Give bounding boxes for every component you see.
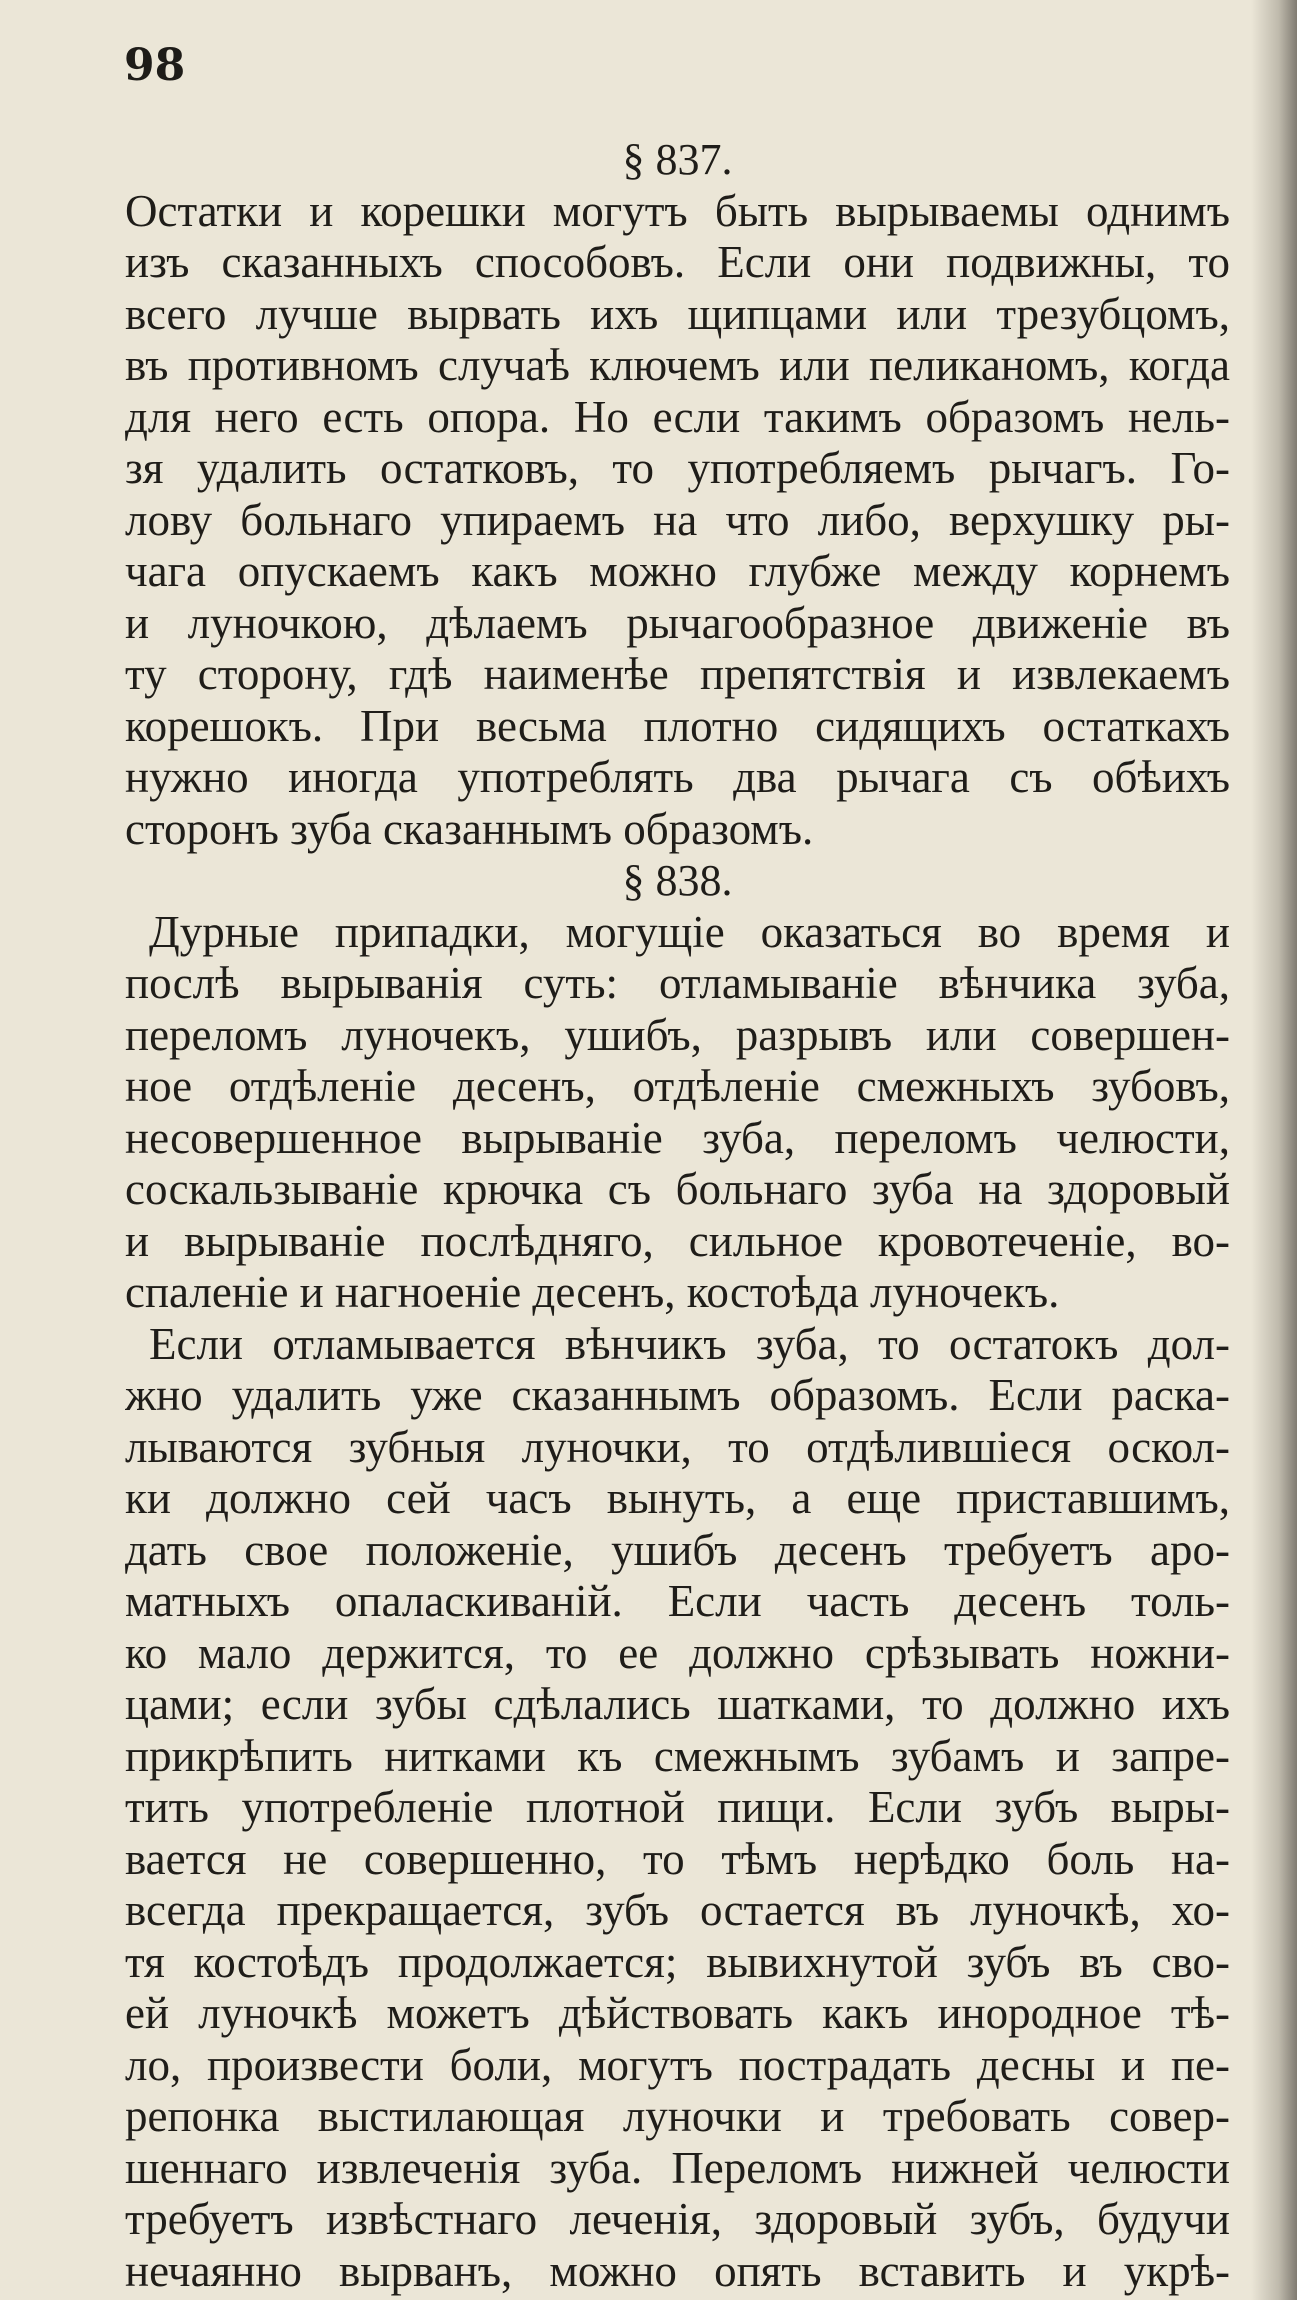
text-line: и луночкою, дѣлаемъ рычагообразное движеніе въ	[125, 597, 1230, 648]
text-line: жно удалить уже сказаннымъ образомъ. Если раска-	[125, 1370, 1230, 1420]
text-line: переломъ луночекъ, ушибъ, разрывъ или совершен-	[125, 1009, 1230, 1060]
section-heading-837: § 837.	[622, 135, 733, 184]
text-line: сторонъ зуба сказаннымъ образомъ.	[125, 803, 814, 854]
section-heading-838: § 838.	[622, 856, 733, 905]
text-line: чага опускаемъ какъ можно глубже между корнемъ	[125, 546, 1230, 596]
text-body	[125, 134, 1230, 2297]
text-line: ко мало держится, то ее должно срѣзывать ножни-	[125, 1627, 1230, 1678]
text-line: ей луночкѣ можетъ дѣйствовать какъ инородное тѣ-	[125, 1988, 1230, 2038]
binding-shadow	[1251, 0, 1297, 2300]
text-line: Дурные припадки, могущіе оказаться во время и	[149, 906, 1230, 957]
text-line: требуетъ извѣстнаго леченія, здоровый зубъ, будучи	[125, 2194, 1230, 2244]
text-line: несовершенное вырываніе зуба, переломъ челюсти,	[125, 1112, 1230, 1163]
text-line: ное отдѣленіе десенъ, отдѣленіе смежныхъ зубовъ,	[125, 1061, 1230, 1111]
text-line: корешокъ. При весьма плотно сидящихъ остаткахъ	[125, 700, 1230, 751]
text-line: прикрѣпить нитками къ смежнымъ зубамъ и запре-	[125, 1730, 1230, 1781]
text-line: зя удалить остатковъ, то употребляемъ рычагъ. Го-	[125, 443, 1230, 493]
text-line: послѣ вырыванія суть: отламываніе вѣнчика зуба,	[125, 958, 1230, 1008]
text-line: цами; если зубы сдѣлались шатками, то должно ихъ	[125, 1679, 1230, 1729]
text-line: для него есть опора. Но если такимъ образомъ нель-	[125, 391, 1230, 442]
text-line: тить употребленіе плотной пищи. Если зубъ выры-	[125, 1782, 1230, 1832]
text-line: всего лучше вырвать ихъ щипцами или трезубцомъ,	[125, 288, 1230, 339]
text-line: шеннаго извлеченія зуба. Переломъ нижней челюсти	[125, 2142, 1230, 2193]
text-line: всегда прекращается, зубъ остается въ луночкѣ, хо-	[125, 1885, 1230, 1935]
text-line: тя костоѣдъ продолжается; вывихнутой зубъ въ сво-	[125, 1936, 1230, 1987]
text-line: ту сторону, гдѣ наименѣе препятствія и извлекаемъ	[125, 649, 1230, 699]
text-line: ки должно сей часъ вынуть, а еще приставшимъ,	[125, 1473, 1230, 1523]
text-line: вается не совершенно, то тѣмъ нерѣдко боль на-	[125, 1833, 1230, 1884]
text-line: соскальзываніе крючка съ больнаго зуба на здоровый	[125, 1164, 1230, 1214]
text-line: лываются зубныя луночки, то отдѣлившіеся оскол-	[125, 1421, 1230, 1472]
text-line: нечаянно вырванъ, можно опять вставить и укрѣ-	[125, 2245, 1230, 2296]
text-line: изъ сказанныхъ способовъ. Если они подвижны, то	[125, 237, 1230, 287]
text-line: репонка выстилающая луночки и требовать совер-	[125, 2091, 1230, 2141]
text-line: спаленіе и нагноеніе десенъ, костоѣда луночекъ.	[125, 1267, 1060, 1317]
text-line: ло, произвести боли, могутъ пострадать десны и пе-	[125, 2039, 1230, 2090]
text-line: Остатки и корешки могутъ быть вырываемы однимъ	[125, 185, 1230, 236]
text-line: въ противномъ случаѣ ключемъ или пеликаномъ, когда	[125, 340, 1230, 390]
text-line: лову больнаго упираемъ на что либо, верхушку ры-	[125, 494, 1230, 545]
text-line: матныхъ опаласкиваній. Если часть десенъ толь-	[125, 1576, 1230, 1626]
text-line: дать свое положеніе, ушибъ десенъ требуетъ аро-	[125, 1524, 1230, 1575]
page-number: 98	[124, 40, 186, 91]
text-line: нужно иногда употреблять два рычага съ обѣихъ	[125, 752, 1230, 802]
text-line: Если отламывается вѣнчикъ зуба, то остатокъ дол-	[149, 1318, 1230, 1369]
text-line: и вырываніе послѣдняго, сильное кровотеченіе, во-	[125, 1215, 1230, 1266]
